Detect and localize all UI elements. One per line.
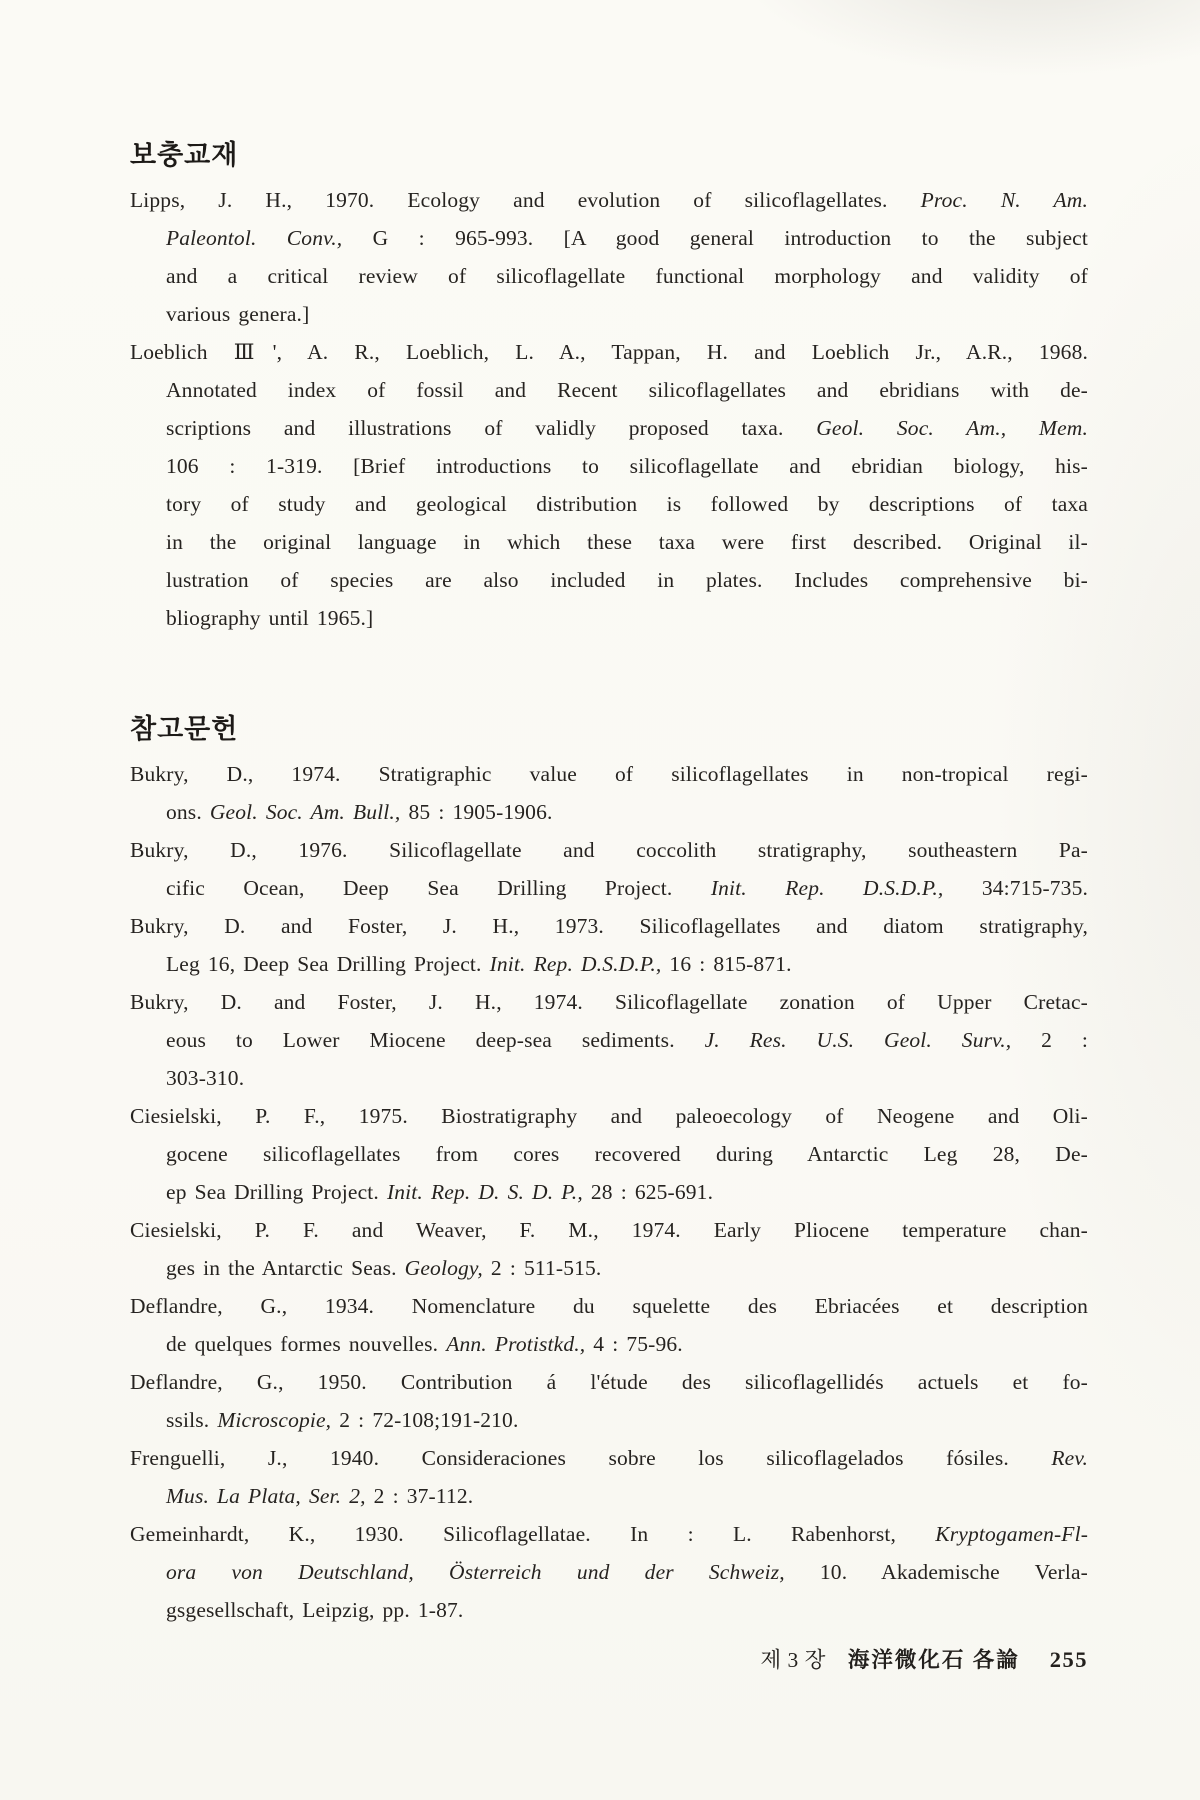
- reference-line: [130, 371, 1088, 409]
- reference-text: Frenguelli, J., 1940. Consideraciones sobre los silicoflagelados fósiles.: [130, 1446, 1052, 1470]
- reference-line: [130, 1173, 1088, 1211]
- reference-line: [130, 869, 1088, 907]
- bibliography-section: [130, 712, 1088, 1629]
- reference-entry: [130, 831, 1088, 907]
- reference-entry: [130, 1211, 1088, 1287]
- reference-line: [130, 1249, 1088, 1287]
- reference-line: [130, 219, 1088, 257]
- supplementary-reference-list: [130, 181, 1088, 637]
- section-heading-references: 참고문헌: [130, 714, 239, 744]
- reference-text: de quelques formes nouvelles.: [166, 1332, 447, 1356]
- reference-text: and a critical review of silicoflagellate functional morphology and validity of: [166, 264, 1088, 288]
- page-number: 255: [1049, 1647, 1088, 1672]
- reference-journal-text: Mus. La Plata, Ser. 2,: [166, 1484, 366, 1508]
- reference-text: lustration of species are also included in plates. Includes comprehensive bi-: [166, 568, 1088, 592]
- chapter-label: 제 3 장: [760, 1648, 826, 1672]
- reference-entry: [130, 1515, 1088, 1629]
- reference-line: [130, 793, 1088, 831]
- reference-line: [130, 755, 1088, 793]
- reference-line: [130, 295, 1088, 333]
- reference-line: [130, 831, 1088, 869]
- reference-entry: [130, 983, 1088, 1097]
- reference-line: [130, 1097, 1088, 1135]
- reference-text: ssils.: [166, 1408, 218, 1432]
- reference-text: Ciesielski, P. F. and Weaver, F. M., 1974. Early Pliocene temperature chan-: [130, 1218, 1088, 1242]
- reference-entry: [130, 755, 1088, 831]
- reference-text: 303-310.: [166, 1066, 245, 1090]
- reference-line: [130, 1021, 1088, 1059]
- reference-text: scriptions and illustrations of validly proposed taxa.: [166, 416, 817, 440]
- reference-line: [130, 333, 1088, 371]
- reference-text: 4 : 75-96.: [585, 1332, 683, 1356]
- reference-line: [130, 485, 1088, 523]
- reference-line: [130, 1401, 1088, 1439]
- reference-journal-text: Init. Rep. D.S.D.P.,: [710, 876, 944, 900]
- reference-text: eous to Lower Miocene deep-sea sediments.: [166, 1028, 705, 1052]
- reference-line: [130, 1439, 1088, 1477]
- reference-text: 16 : 815-871.: [661, 952, 792, 976]
- reference-text: 106 : 1-319. [Brief introductions to silicoflagellate and ebridian biology, his-: [166, 454, 1088, 478]
- reference-line: [130, 181, 1088, 219]
- bibliography-reference-list: [130, 755, 1088, 1629]
- reference-line: [130, 257, 1088, 295]
- reference-journal-text: Geol. Soc. Am., Mem.: [816, 416, 1088, 440]
- reference-line: [130, 1553, 1088, 1591]
- reference-text: Bukry, D., 1974. Stratigraphic value of silicoflagellates in non-tropical regi-: [130, 762, 1088, 786]
- reference-journal-text: Kryptogamen-Fl-: [935, 1522, 1088, 1546]
- reference-journal-text: ora von Deutschland, Österreich und der Schweiz,: [166, 1560, 785, 1584]
- reference-line: [130, 561, 1088, 599]
- reference-text: tory of study and geological distribution is followed by descriptions of taxa: [166, 492, 1088, 516]
- reference-line: [130, 409, 1088, 447]
- reference-text: gocene silicoflagellates from cores recovered during Antarctic Leg 28, De-: [166, 1142, 1088, 1166]
- page-footer: [0, 1645, 1088, 1675]
- reference-journal-text: Microscopie,: [217, 1408, 332, 1432]
- reference-journal-text: Geology,: [404, 1256, 483, 1280]
- reference-journal-text: Rev.: [1051, 1446, 1088, 1470]
- reference-text: various genera.]: [166, 302, 310, 326]
- reference-text: 85 : 1905-1906.: [400, 800, 553, 824]
- reference-line: [130, 1477, 1088, 1515]
- reference-entry: [130, 333, 1088, 637]
- reference-text: 10. Akademische Verla-: [784, 1560, 1088, 1584]
- reference-entry: [130, 1097, 1088, 1211]
- reference-text: Lipps, J. H., 1970. Ecology and evolution of silicoflagellates.: [130, 188, 921, 212]
- section-heading-supplementary: 보충교재: [130, 140, 239, 170]
- reference-journal-text: J. Res. U.S. Geol. Surv.,: [704, 1028, 1012, 1052]
- reference-text: Bukry, D., 1976. Silicoflagellate and coccolith stratigraphy, southeastern Pa-: [130, 838, 1088, 862]
- reference-line: [130, 1059, 1088, 1097]
- reference-text: Deflandre, G., 1950. Contribution á l'étude des silicoflagellidés actuels et fo-: [130, 1370, 1088, 1394]
- reference-entry: [130, 181, 1088, 333]
- reference-text: 2 : 37-112.: [365, 1484, 474, 1508]
- reference-text: bliography until 1965.]: [166, 606, 374, 630]
- reference-text: G : 965-993. [A good general introduction to the subject: [342, 226, 1088, 250]
- reference-text: Gemeinhardt, K., 1930. Silicoflagellatae. In : L. Rabenhorst,: [130, 1522, 936, 1546]
- reference-line: [130, 1591, 1088, 1629]
- reference-text: Annotated index of fossil and Recent silicoflagellates and ebridians with de-: [166, 378, 1088, 402]
- reference-text: ons.: [166, 800, 210, 824]
- reference-line: [130, 1515, 1088, 1553]
- reference-text: Loeblich Ⅲ', A. R., Loeblich, L. A., Tappan, H. and Loeblich Jr., A.R., 1968.: [130, 340, 1088, 364]
- reference-text: 34:715-735.: [943, 876, 1089, 900]
- reference-text: cific Ocean, Deep Sea Drilling Project.: [166, 876, 711, 900]
- reference-text: Leg 16, Deep Sea Drilling Project.: [166, 952, 490, 976]
- reference-text: in the original language in which these taxa were first described. Original il-: [166, 530, 1088, 554]
- reference-journal-text: Init. Rep. D.S.D.P.,: [489, 952, 662, 976]
- reference-journal-text: Ann. Protistkd.,: [446, 1332, 586, 1356]
- reference-entry: [130, 907, 1088, 983]
- reference-text: ep Sea Drilling Project.: [166, 1180, 387, 1204]
- reference-text: 28 : 625-691.: [582, 1180, 714, 1204]
- reference-text: 2 : 72-108;191-210.: [331, 1408, 519, 1432]
- reference-line: [130, 983, 1088, 1021]
- reference-text: ges in the Antarctic Seas.: [166, 1256, 405, 1280]
- reference-text: 2 : 511-515.: [482, 1256, 602, 1280]
- reference-journal-text: Paleontol. Conv.,: [166, 226, 343, 250]
- reference-text: gsgesellschaft, Leipzig, pp. 1-87.: [166, 1598, 464, 1622]
- reference-journal-text: Geol. Soc. Am. Bull.,: [209, 800, 401, 824]
- reference-line: [130, 945, 1088, 983]
- reference-line: [130, 907, 1088, 945]
- chapter-title: 海洋微化石 各論: [847, 1648, 1020, 1672]
- reference-entry: [130, 1363, 1088, 1439]
- reference-line: [130, 1363, 1088, 1401]
- reference-text: 2 :: [1011, 1028, 1089, 1052]
- supplementary-readings-section: [130, 138, 1088, 637]
- reference-text: Deflandre, G., 1934. Nomenclature du squelette des Ebriacées et description: [130, 1294, 1088, 1318]
- reference-entry: [130, 1439, 1088, 1515]
- reference-line: [130, 1211, 1088, 1249]
- reference-text: Ciesielski, P. F., 1975. Biostratigraphy and paleoecology of Neogene and Oli-: [130, 1104, 1088, 1128]
- reference-text: Bukry, D. and Foster, J. H., 1974. Silicoflagellate zonation of Upper Cretac-: [130, 990, 1088, 1014]
- reference-line: [130, 447, 1088, 485]
- reference-line: [130, 599, 1088, 637]
- reference-text: Bukry, D. and Foster, J. H., 1973. Silicoflagellates and diatom stratigraphy,: [130, 914, 1088, 938]
- reference-line: [130, 1287, 1088, 1325]
- reference-line: [130, 523, 1088, 561]
- reference-entry: [130, 1287, 1088, 1363]
- reference-journal-text: Init. Rep. D. S. D. P.,: [386, 1180, 583, 1204]
- reference-line: [130, 1325, 1088, 1363]
- reference-line: [130, 1135, 1088, 1173]
- reference-journal-text: Proc. N. Am.: [920, 188, 1088, 212]
